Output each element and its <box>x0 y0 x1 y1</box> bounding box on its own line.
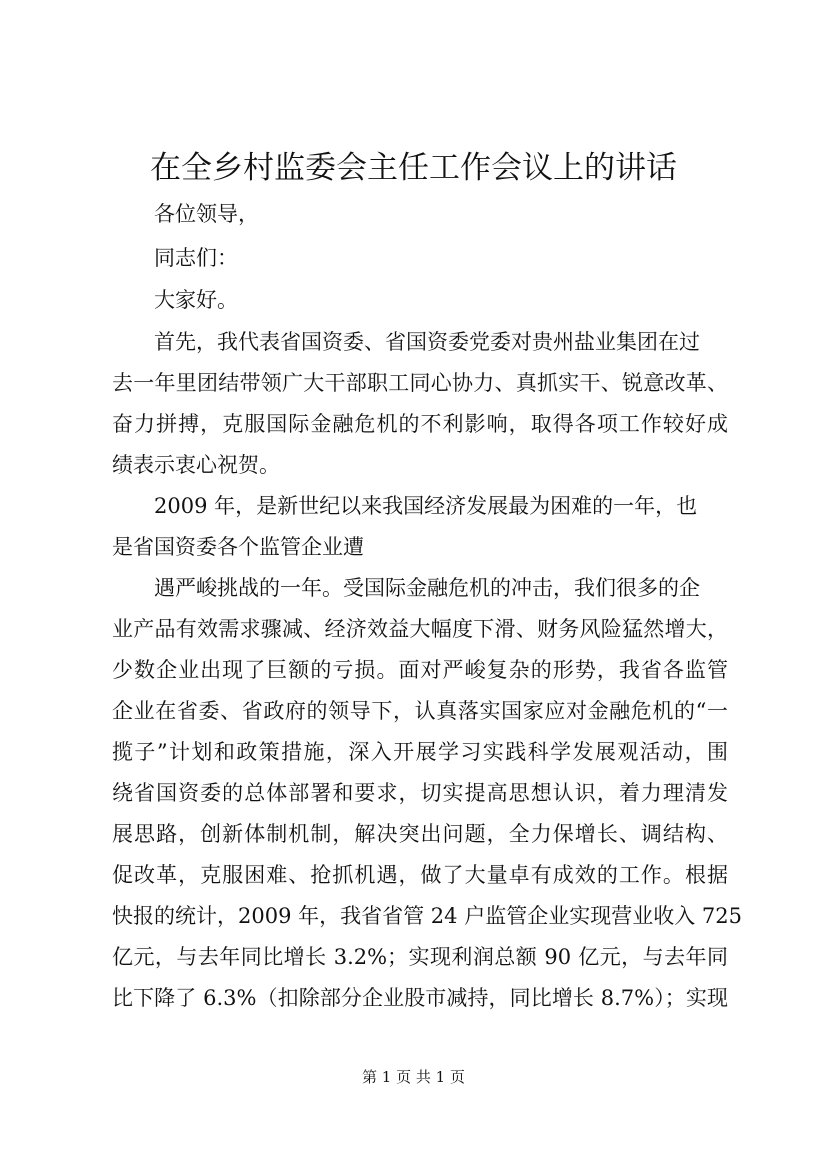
paragraph-line: 比下降了 6.3%（扣除部分企业股市减持，同比增长 8.7%）；实现 <box>112 986 728 1010</box>
paragraph-line: 少数企业出现了巨额的亏损。面对严峻复杂的形势，我省各监管 <box>112 658 728 682</box>
greeting: 大家好。 <box>154 288 238 312</box>
paragraph-line: 促改革，克服困难、抢抓机遇，做了大量卓有成效的工作。根据 <box>112 863 728 887</box>
paragraph-line: 是省国资委各个监管企业遭 <box>112 535 364 559</box>
salutation-leaders: 各位领导， <box>154 202 259 226</box>
page-number-footer: 第 1 页 共 1 页 <box>362 1068 465 1086</box>
paragraph-line: 去一年里团结带领广大干部职工同心协力、真抓实干、锐意改革、 <box>112 371 728 395</box>
paragraph-line: 企业在省委、省政府的领导下，认真落实国家应对金融危机的“一 <box>112 699 728 723</box>
paragraph-line: 快报的统计，2009 年，我省省管 24 户监管企业实现营业收入 725 <box>112 904 742 928</box>
paragraph-line: 首先，我代表省国资委、省国资委党委对贵州盐业集团在过 <box>154 330 700 354</box>
paragraph-line: 遇严峻挑战的一年。受国际金融危机的冲击，我们很多的企 <box>154 576 700 600</box>
paragraph-line: 绩表示衷心祝贺。 <box>112 453 280 477</box>
paragraph-line: 2009 年，是新世纪以来我国经济发展最为困难的一年，也 <box>154 494 698 518</box>
salutation-comrades: 同志们： <box>154 246 238 270</box>
paragraph-line: 绕省国资委的总体部署和要求，切实提高思想认识，着力理清发 <box>112 781 728 805</box>
paragraph-line: 揽子”计划和政策措施，深入开展学习实践科学发展观活动，围 <box>112 740 728 764</box>
paragraph-line: 亿元，与去年同比增长 3.2%；实现利润总额 90 亿元，与去年同 <box>112 945 728 969</box>
paragraph-line: 业产品有效需求骤减、经济效益大幅度下滑、财务风险猛然增大， <box>112 617 728 641</box>
document-title: 在全乡村监委会主任工作会议上的讲话 <box>150 150 677 186</box>
paragraph-line: 奋力拼搏，克服国际金融危机的不利影响，取得各项工作较好成 <box>112 412 728 436</box>
paragraph-line: 展思路，创新体制机制，解决突出问题，全力保增长、调结构、 <box>112 822 728 846</box>
